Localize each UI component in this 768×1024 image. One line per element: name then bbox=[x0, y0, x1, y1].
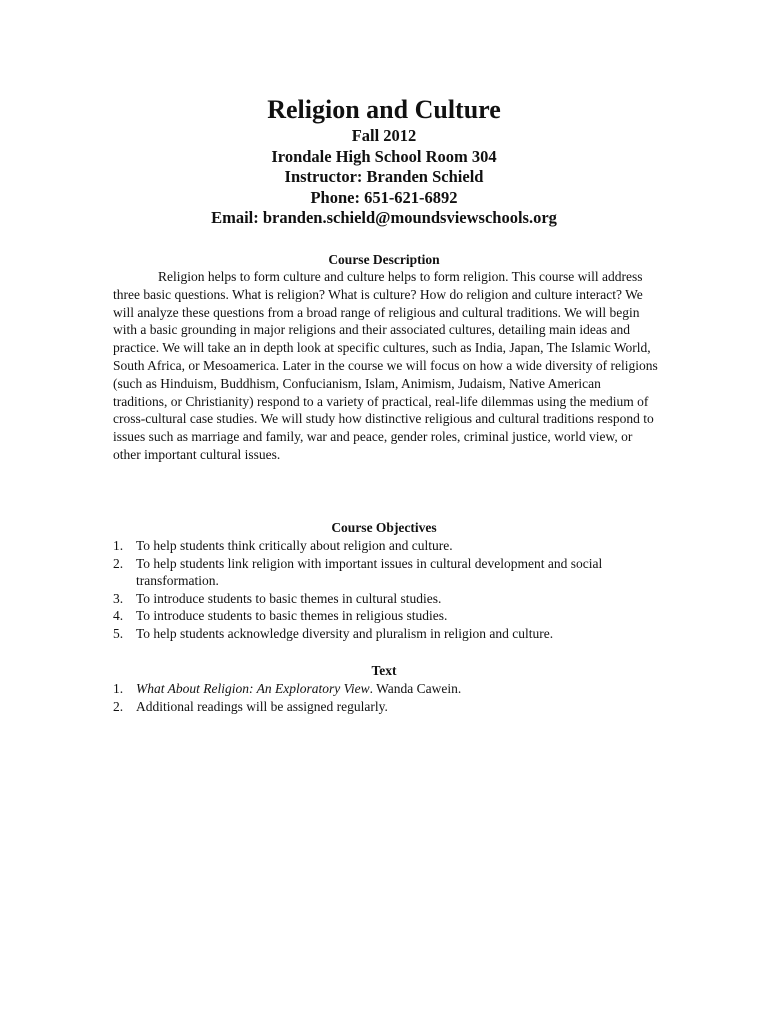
list-item bbox=[113, 537, 658, 555]
document-header bbox=[0, 94, 768, 229]
course-objectives-heading: Course Objectives bbox=[331, 520, 437, 535]
email: Email: branden.schield@moundsviewschools.org bbox=[211, 208, 557, 227]
list-item bbox=[113, 607, 658, 625]
list-number: 1. bbox=[113, 681, 124, 696]
list-text: To help students think critically about religion and culture. bbox=[136, 538, 453, 553]
document-title: Religion and Culture bbox=[267, 95, 501, 124]
list-text: To introduce students to basic themes in religious studies. bbox=[136, 608, 448, 624]
list-item bbox=[113, 555, 658, 590]
course-description-body: Religion helps to form culture and culture helps to form religion. This course will address three basic questions. What is religion? What is culture? How do religion and culture interact? We will analyze these questions from a broad range of religious and cultural traditions. We will begin with a basic grounding in major religions and their associated cultures, detailing main ideas and practice. We will take an in depth look at specific cultures, such as India, Japan, The Islamic World, South Africa, or Mesoamerica. Later in the course we will focus on how a wide diversity of religions (such as Hinduism, Buddhism, Confucianism, Islam, Animism, Judaism, Native American traditions, or Christianity) respond to a variety of practical, real-life dilemmas using the medium of cross-cultural case studies. We will study how distinctive religious and cultural traditions respond to issues such as marriage and family, war and peace, gender roles, criminal justice, world view, or other important cultural issues. bbox=[113, 269, 658, 462]
objectives-list bbox=[113, 537, 658, 643]
list-text: To help students acknowledge diversity and pluralism in religion and culture. bbox=[136, 625, 554, 641]
list-item bbox=[113, 590, 658, 608]
book-author: . Wanda Cawein. bbox=[369, 681, 462, 696]
instructor: Instructor: Branden Schield bbox=[284, 167, 484, 186]
list-text: Additional readings will be assigned regularly. bbox=[136, 698, 388, 714]
list-number: 1. bbox=[113, 538, 124, 553]
list-number: 2. bbox=[113, 698, 124, 714]
list-text: To help students link religion with important issues in cultural development and social transformation. bbox=[136, 555, 603, 589]
text-heading: Text bbox=[371, 663, 397, 678]
list-number: 4. bbox=[113, 608, 124, 624]
list-number: 2. bbox=[113, 555, 124, 571]
list-item bbox=[113, 625, 658, 643]
course-description-heading: Course Description bbox=[328, 252, 440, 267]
list-item bbox=[113, 680, 658, 698]
list-item bbox=[113, 698, 658, 716]
text-list bbox=[113, 680, 658, 715]
list-number: 3. bbox=[113, 590, 124, 606]
course-description bbox=[113, 268, 658, 464]
list-number: 5. bbox=[113, 625, 124, 641]
term: Fall 2012 bbox=[351, 126, 417, 145]
book-title: What About Religion: An Exploratory View bbox=[136, 681, 370, 696]
list-text: To introduce students to basic themes in cultural studies. bbox=[136, 590, 442, 606]
phone: Phone: 651-621-6892 bbox=[310, 187, 458, 207]
location: Irondale High School Room 304 bbox=[271, 146, 497, 166]
